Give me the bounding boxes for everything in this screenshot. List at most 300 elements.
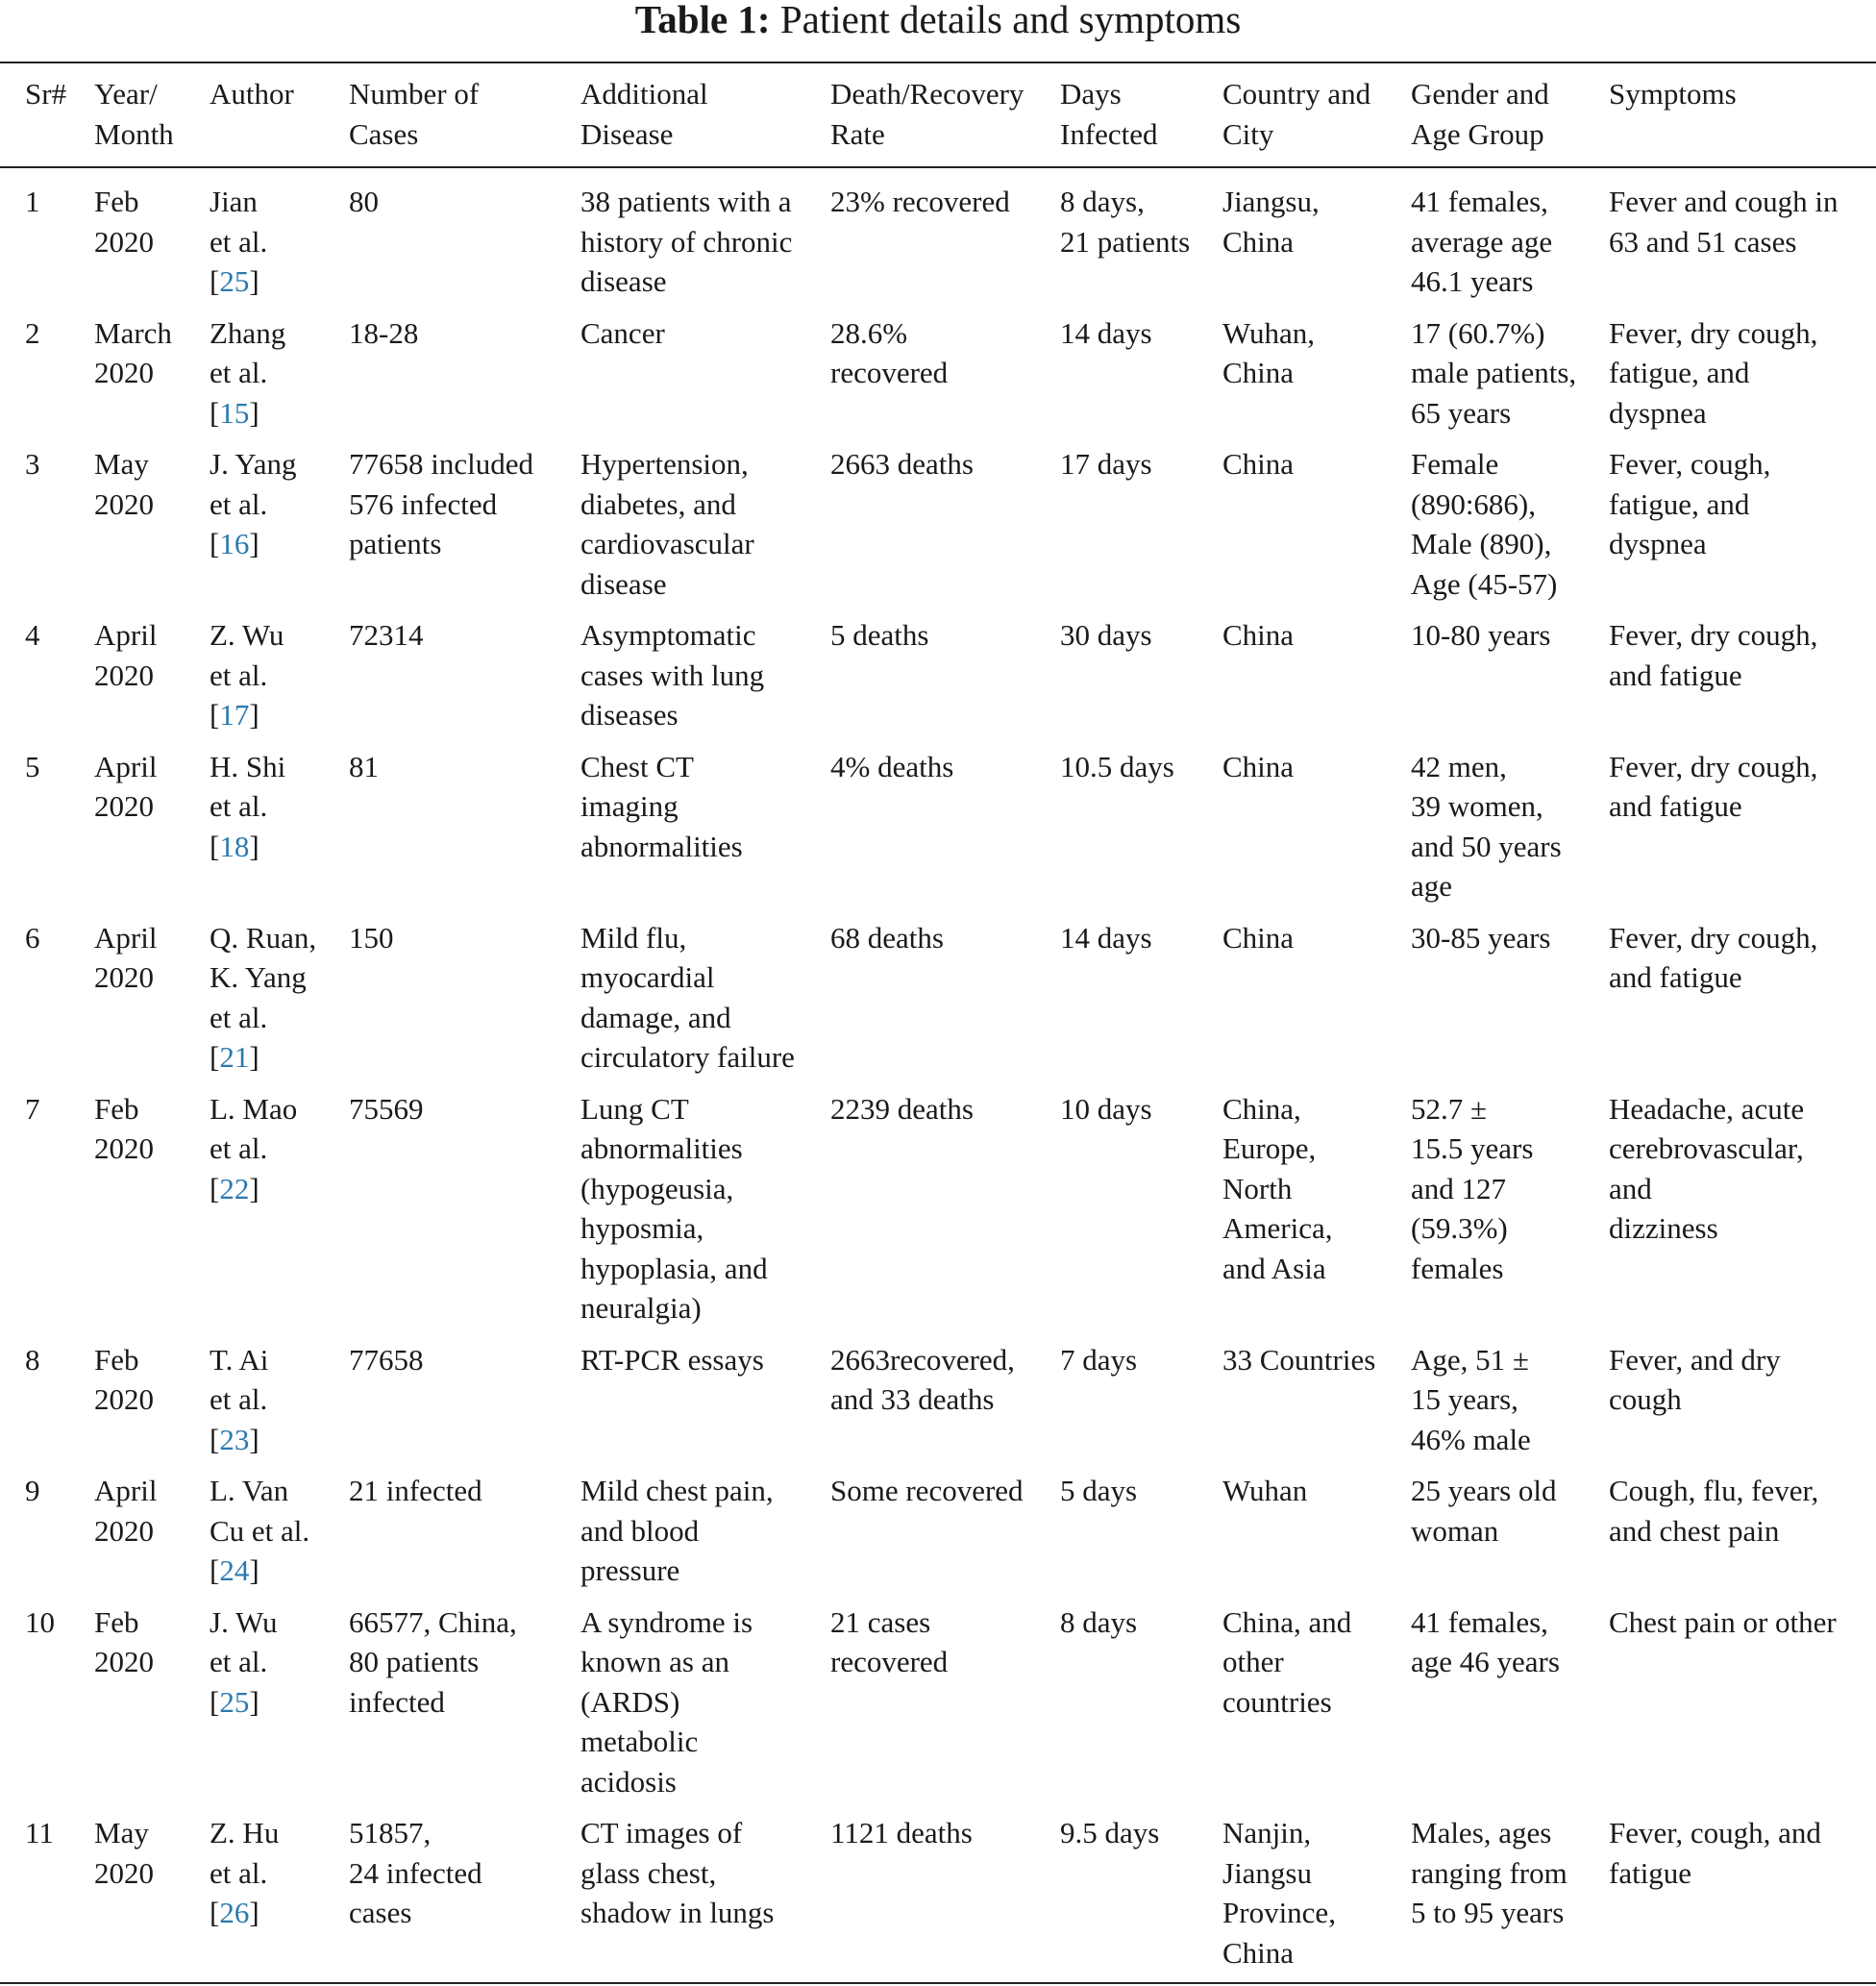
column-header-place	[1222, 62, 1411, 167]
cell-author	[210, 747, 349, 918]
cell-line: females	[1411, 1251, 1504, 1285]
cell-line: 2020	[94, 356, 154, 389]
cell-line: et al.	[210, 789, 268, 823]
cell-line: Cough, flu, fever,	[1609, 1474, 1819, 1507]
cell-line: CT images of	[580, 1816, 743, 1849]
cell-line: Wuhan	[1222, 1474, 1308, 1507]
cell-place	[1222, 167, 1411, 313]
cell-line: and chest pain	[1609, 1513, 1780, 1548]
table-row	[0, 1340, 1876, 1472]
cell-place	[1222, 1089, 1411, 1340]
cell-cases	[349, 1813, 580, 1983]
cell-line: Age, 51 ±	[1411, 1342, 1529, 1377]
cell-rate	[830, 918, 1060, 1089]
table-row	[0, 1813, 1876, 1983]
cell-cases	[349, 1602, 580, 1814]
cell-date	[94, 615, 210, 747]
citation: [23]	[210, 1422, 259, 1456]
cell-line: other	[1222, 1645, 1284, 1678]
cell-line: abnormalities	[580, 1131, 743, 1165]
cell-line: Z. Wu	[210, 618, 284, 652]
cell-line: infected	[349, 1684, 445, 1719]
cell-author	[210, 444, 349, 615]
cell-line: 5 days	[1060, 1474, 1138, 1507]
citation-link[interactable]: 24	[219, 1553, 250, 1587]
cell-line: dyspnea	[1609, 527, 1707, 560]
cell-line: 21 patients	[1060, 224, 1191, 259]
cell-line: 2239 deaths	[830, 1091, 974, 1126]
cell-line: April	[94, 920, 158, 955]
cell-line: 1	[25, 185, 40, 218]
cell-rate	[830, 167, 1060, 313]
citation: [15]	[210, 395, 259, 430]
cell-line: diseases	[580, 698, 679, 732]
cell-line: America,	[1222, 1211, 1333, 1245]
cell-date	[94, 444, 210, 615]
cell-line: April	[94, 749, 158, 783]
header-line: City	[1222, 116, 1274, 151]
cell-line: patients	[349, 527, 442, 560]
cell-line: 81	[349, 749, 379, 783]
cell-line: 80	[349, 185, 379, 218]
table-row	[0, 313, 1876, 445]
citation-link[interactable]: 25	[219, 1684, 250, 1719]
cell-line: 4% deaths	[830, 749, 954, 783]
cell-line: 51857,	[349, 1816, 432, 1849]
cell-line: 33 Countries	[1222, 1342, 1376, 1377]
cell-line: 5	[25, 749, 40, 783]
column-header-rate	[830, 62, 1060, 167]
cell-line: 10-80 years	[1411, 618, 1551, 652]
cell-line: Cu et al.	[210, 1513, 310, 1548]
cell-line: et al.	[210, 1645, 268, 1678]
cell-rate	[830, 615, 1060, 747]
cell-line: (59.3%)	[1411, 1211, 1508, 1245]
cell-line: Jiangsu,	[1222, 185, 1320, 218]
cell-gender	[1411, 167, 1609, 313]
cell-line: et al.	[210, 1382, 268, 1416]
cell-cases	[349, 615, 580, 747]
cell-line: L. Van	[210, 1474, 289, 1507]
cell-gender	[1411, 918, 1609, 1089]
header-line: Disease	[580, 116, 674, 151]
cell-date	[94, 918, 210, 1089]
cell-line: 150	[349, 920, 394, 955]
cell-author	[210, 1471, 349, 1602]
cell-days	[1060, 167, 1222, 313]
cell-line: and	[1609, 1171, 1652, 1205]
cell-line: 77658	[349, 1342, 424, 1377]
citation-link[interactable]: 21	[219, 1040, 250, 1074]
cell-line: 28.6%	[830, 315, 908, 350]
column-header-days	[1060, 62, 1222, 167]
header-line: Country and	[1222, 77, 1371, 111]
cell-date	[94, 1089, 210, 1340]
cell-days	[1060, 918, 1222, 1089]
cell-line: and blood	[580, 1513, 700, 1548]
cell-line: Asymptomatic	[580, 618, 756, 652]
cell-line: Zhang	[210, 315, 286, 350]
cell-line: 46.1 years	[1411, 264, 1534, 298]
cell-disease	[580, 1089, 830, 1340]
cell-rate	[830, 444, 1060, 615]
cell-line: Mild flu,	[580, 920, 687, 955]
cell-days	[1060, 615, 1222, 747]
header-line: Number of	[349, 77, 480, 111]
header-line: Gender and	[1411, 77, 1549, 111]
cell-gender	[1411, 313, 1609, 445]
cell-line: 2020	[94, 1645, 154, 1678]
citation-link[interactable]: 26	[219, 1896, 250, 1929]
table-row	[0, 167, 1876, 313]
cell-line: damage, and	[580, 1000, 731, 1034]
header-line: Infected	[1060, 116, 1158, 151]
cell-cases	[349, 1089, 580, 1340]
cell-line: 2020	[94, 960, 154, 994]
cell-line: Males, ages	[1411, 1816, 1552, 1849]
cell-line: Jiangsu	[1222, 1855, 1312, 1890]
cell-line: 2663 deaths	[830, 447, 974, 481]
cell-sr	[0, 1471, 94, 1602]
cell-line: circulatory failure	[580, 1040, 795, 1074]
cell-place	[1222, 615, 1411, 747]
cell-author	[210, 1813, 349, 1983]
cell-place	[1222, 747, 1411, 918]
cell-author	[210, 918, 349, 1089]
cell-line: Fever, dry cough,	[1609, 920, 1818, 955]
cell-line: shadow in lungs	[580, 1896, 775, 1929]
cell-line: 75569	[349, 1091, 424, 1126]
cell-line: L. Mao	[210, 1091, 298, 1126]
cell-line: imaging	[580, 789, 679, 823]
cell-line: Fever, dry cough,	[1609, 618, 1818, 652]
citation: [26]	[210, 1896, 259, 1929]
cell-author	[210, 313, 349, 445]
cell-line: 8 days,	[1060, 185, 1145, 218]
cell-days	[1060, 1602, 1222, 1814]
cell-line: 7	[25, 1091, 40, 1126]
cell-line: 8 days	[1060, 1604, 1138, 1639]
cell-line: 2020	[94, 1855, 154, 1890]
cell-sr	[0, 1340, 94, 1472]
cell-place	[1222, 444, 1411, 615]
cell-disease	[580, 747, 830, 918]
cell-days	[1060, 1089, 1222, 1340]
cell-line: 10 days	[1060, 1091, 1152, 1126]
cell-place	[1222, 1340, 1411, 1472]
cell-line: recovered	[830, 1645, 949, 1678]
cell-days	[1060, 1471, 1222, 1602]
citation-link[interactable]: 16	[219, 527, 250, 560]
cell-line: Chest pain or other	[1609, 1604, 1837, 1639]
column-header-sr	[0, 62, 94, 167]
cell-date	[94, 313, 210, 445]
cell-line: neuralgia)	[580, 1291, 702, 1325]
cell-line: and 127	[1411, 1171, 1507, 1205]
cell-symptoms	[1609, 615, 1876, 747]
cell-line: China	[1222, 224, 1295, 259]
table-caption-label: Table 1:	[634, 0, 771, 41]
cell-days	[1060, 313, 1222, 445]
header-line: Symptoms	[1609, 77, 1737, 111]
cell-line: 6	[25, 920, 40, 955]
cell-line: Fever, and dry	[1609, 1342, 1781, 1377]
cell-line: glass chest,	[580, 1855, 717, 1890]
cell-line: average age	[1411, 224, 1553, 259]
cell-sr	[0, 167, 94, 313]
cell-line: North	[1222, 1171, 1293, 1205]
citation: [16]	[210, 527, 259, 560]
cell-line: 576 infected	[349, 486, 498, 521]
cell-date	[94, 1602, 210, 1814]
cell-line: 23% recovered	[830, 185, 1010, 218]
cell-line: 1121 deaths	[830, 1816, 973, 1849]
cell-line: Province,	[1222, 1896, 1336, 1929]
cell-gender	[1411, 1813, 1609, 1983]
cell-place	[1222, 313, 1411, 445]
cell-line: diabetes, and	[580, 486, 736, 521]
header-line: Rate	[830, 116, 885, 151]
citation: [24]	[210, 1553, 259, 1587]
cell-date	[94, 1340, 210, 1472]
cell-disease	[580, 1471, 830, 1602]
column-header-author	[210, 62, 349, 167]
cell-line: (890:686),	[1411, 486, 1537, 521]
table-row	[0, 747, 1876, 918]
cell-line: J. Yang	[210, 447, 297, 481]
cell-gender	[1411, 1340, 1609, 1472]
cell-line: 8	[25, 1342, 40, 1377]
cell-line: and 50 years	[1411, 829, 1562, 863]
cell-sr	[0, 747, 94, 918]
cell-line: 15 years,	[1411, 1382, 1518, 1416]
table-row	[0, 1471, 1876, 1602]
cell-line: cases with lung	[580, 658, 765, 692]
cell-line: 10	[25, 1604, 55, 1639]
cell-line: et al.	[210, 224, 268, 259]
cell-line: Fever, cough, and	[1609, 1816, 1821, 1849]
cell-line: (hypogeusia,	[580, 1171, 734, 1205]
cell-line: Lung CT	[580, 1091, 689, 1126]
cell-days	[1060, 1340, 1222, 1472]
cell-line: 39 women,	[1411, 789, 1543, 823]
cell-line: J. Wu	[210, 1604, 278, 1639]
cell-line: et al.	[210, 1131, 268, 1165]
cell-line: disease	[580, 566, 667, 601]
cell-line: 2020	[94, 789, 154, 823]
cell-line: 17 days	[1060, 447, 1152, 481]
cell-line: Female	[1411, 447, 1499, 481]
cell-line: Feb	[94, 1091, 139, 1126]
cell-date	[94, 167, 210, 313]
header-line: Age Group	[1411, 116, 1544, 151]
cell-line: Nanjin,	[1222, 1816, 1312, 1849]
citation-link[interactable]: 22	[219, 1171, 250, 1205]
cell-line: et al.	[210, 658, 268, 692]
cell-line: age 46 years	[1411, 1645, 1560, 1678]
cell-place	[1222, 918, 1411, 1089]
cell-line: April	[94, 1474, 158, 1507]
cell-cases	[349, 1340, 580, 1472]
table-row	[0, 1602, 1876, 1814]
cell-line: 21 infected	[349, 1474, 482, 1507]
cell-line: et al.	[210, 1000, 268, 1034]
cell-sr	[0, 1089, 94, 1340]
cell-line: Cancer	[580, 315, 665, 350]
citation: [21]	[210, 1040, 259, 1074]
column-header-date	[94, 62, 210, 167]
cell-cases	[349, 313, 580, 445]
cell-rate	[830, 1602, 1060, 1814]
cell-days	[1060, 444, 1222, 615]
cell-line: 2020	[94, 1131, 154, 1165]
cell-line: China, and	[1222, 1604, 1352, 1639]
cell-line: 21 cases	[830, 1604, 931, 1639]
cell-gender	[1411, 747, 1609, 918]
cell-cases	[349, 444, 580, 615]
cell-sr	[0, 1602, 94, 1814]
cell-line: abnormalities	[580, 829, 743, 863]
cell-symptoms	[1609, 1340, 1876, 1472]
cell-line: Hypertension,	[580, 447, 749, 481]
cell-disease	[580, 444, 830, 615]
cell-line: Feb	[94, 1342, 139, 1377]
cell-rate	[830, 1089, 1060, 1340]
cell-line: Jian	[210, 185, 258, 218]
cell-line: China	[1222, 920, 1295, 955]
cell-line: Some recovered	[830, 1474, 1024, 1507]
cell-cases	[349, 747, 580, 918]
table-caption-text: Patient details and symptoms	[779, 0, 1242, 41]
cell-line: Age (45-57)	[1411, 566, 1558, 601]
cell-symptoms	[1609, 1602, 1876, 1814]
cell-rate	[830, 1813, 1060, 1983]
cell-line: China	[1222, 618, 1295, 652]
cell-cases	[349, 167, 580, 313]
cell-sr	[0, 918, 94, 1089]
cell-rate	[830, 313, 1060, 445]
cell-cases	[349, 1471, 580, 1602]
cell-line: hypoplasia, and	[580, 1251, 768, 1285]
cell-line: Feb	[94, 1604, 139, 1639]
cell-line: cough	[1609, 1382, 1682, 1416]
cell-line: pressure	[580, 1553, 680, 1587]
cell-line: 77658 included	[349, 447, 533, 481]
cell-line: March	[94, 315, 172, 350]
cell-line: woman	[1411, 1513, 1499, 1548]
cell-line: Chest CT	[580, 749, 694, 783]
cell-line: cardiovascular	[580, 527, 754, 560]
cell-line: China	[1222, 447, 1295, 481]
cell-line: myocardial	[580, 960, 715, 994]
cell-line: 80 patients	[349, 1645, 480, 1678]
cell-line: 66577, China,	[349, 1604, 517, 1639]
column-header-symptoms	[1609, 62, 1876, 167]
cell-line: acidosis	[580, 1764, 677, 1799]
cell-line: 7 days	[1060, 1342, 1138, 1377]
cell-line: 3	[25, 447, 40, 481]
cell-line: T. Ai	[210, 1342, 269, 1377]
header-line: Author	[210, 77, 294, 111]
header-line: Year/	[94, 77, 158, 111]
cell-line: 63 and 51 cases	[1609, 224, 1797, 259]
cell-line: cases	[349, 1896, 412, 1929]
cell-line: 5 deaths	[830, 618, 929, 652]
cell-line: et al.	[210, 486, 268, 521]
cell-line: 68 deaths	[830, 920, 944, 955]
patient-details-table	[0, 62, 1876, 1984]
cell-line: 2	[25, 315, 40, 350]
cell-disease	[580, 167, 830, 313]
citation-link[interactable]: 25	[219, 264, 250, 298]
citation-link[interactable]: 17	[219, 698, 250, 732]
cell-place	[1222, 1471, 1411, 1602]
cell-author	[210, 615, 349, 747]
citation-link[interactable]: 18	[219, 829, 250, 863]
cell-line: history of chronic	[580, 224, 793, 259]
cell-line: 18-28	[349, 315, 419, 350]
cell-line: China,	[1222, 1091, 1301, 1126]
cell-line: 9.5 days	[1060, 1816, 1160, 1849]
cell-line: 2020	[94, 224, 154, 259]
citation: [18]	[210, 829, 259, 863]
cell-date	[94, 1813, 210, 1983]
cell-line: 15.5 years	[1411, 1131, 1534, 1165]
cell-rate	[830, 1471, 1060, 1602]
cell-line: 30-85 years	[1411, 920, 1551, 955]
cell-line: 2020	[94, 486, 154, 521]
cell-line: fatigue, and	[1609, 486, 1750, 521]
header-line: Sr#	[25, 77, 67, 111]
cell-line: 52.7 ±	[1411, 1091, 1488, 1126]
cell-line: 65 years	[1411, 395, 1512, 430]
citation-link[interactable]: 23	[219, 1422, 250, 1456]
cell-line: (ARDS)	[580, 1684, 680, 1719]
cell-place	[1222, 1602, 1411, 1814]
cell-line: 42 men,	[1411, 749, 1507, 783]
cell-line: April	[94, 618, 158, 652]
cell-line: Z. Hu	[210, 1816, 280, 1849]
cell-gender	[1411, 615, 1609, 747]
cell-line: hyposmia,	[580, 1211, 704, 1245]
cell-line: and fatigue	[1609, 658, 1742, 692]
cell-line: 38 patients with a	[580, 185, 792, 218]
citation-link[interactable]: 15	[219, 395, 250, 430]
citation: [25]	[210, 1684, 259, 1719]
cell-sr	[0, 1813, 94, 1983]
cell-author	[210, 1089, 349, 1340]
cell-line: Headache, acute	[1609, 1091, 1805, 1126]
cell-line: countries	[1222, 1684, 1332, 1719]
cell-symptoms	[1609, 1471, 1876, 1602]
cell-line: 30 days	[1060, 618, 1152, 652]
cell-line: Europe,	[1222, 1131, 1317, 1165]
cell-author	[210, 167, 349, 313]
cell-line: 2020	[94, 1513, 154, 1548]
cell-line: male patients,	[1411, 356, 1577, 389]
cell-author	[210, 1340, 349, 1472]
cell-line: 10.5 days	[1060, 749, 1174, 783]
cell-line: China	[1222, 749, 1295, 783]
cell-line: A syndrome is	[580, 1604, 753, 1639]
cell-line: 4	[25, 618, 40, 652]
header-line: Cases	[349, 116, 419, 151]
cell-line: and 33 deaths	[830, 1382, 995, 1416]
cell-line: age	[1411, 869, 1453, 903]
cell-line: disease	[580, 264, 667, 298]
cell-line: and fatigue	[1609, 960, 1742, 994]
cell-symptoms	[1609, 313, 1876, 445]
